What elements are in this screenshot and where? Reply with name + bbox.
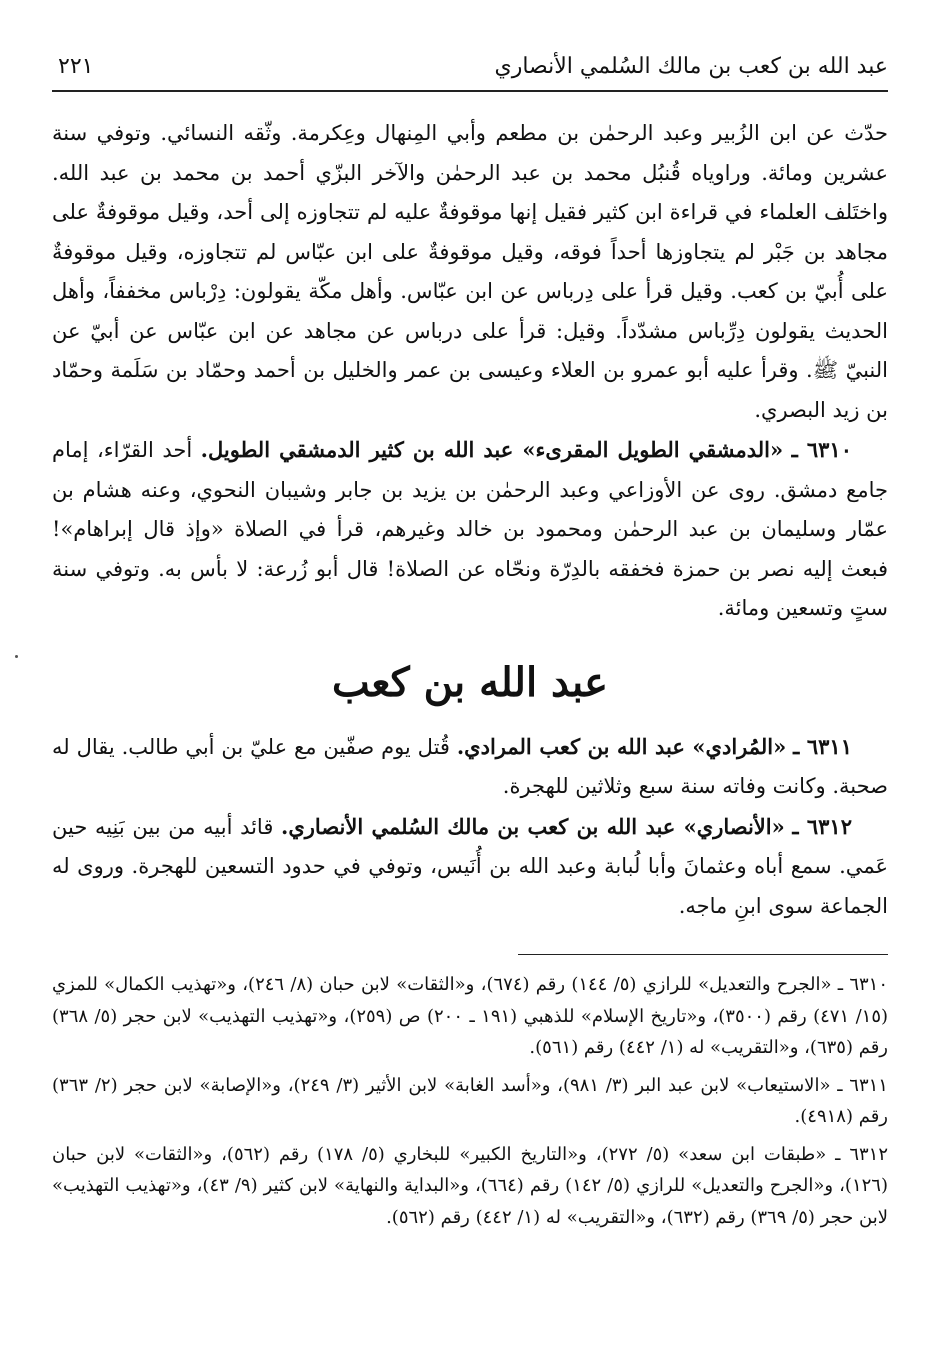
entry-6312 (52, 807, 888, 927)
entry-text: أحد القرّاء، إمام جامع دمشق. روى عن الأوزاعي وعبد الرحمٰن بن يزيد بن جابر وشيبان النحوي، وعنه هشام بن عمّار وسليمان بن عبد الرحمٰن ومحمود بن خالد وغيرهم، قرأ في الصلاة «وإذ قال إبراهام»! فبعث إليه نصر بن حمزة فخفقه بالدِرّة ونحّاه عن الصلاة! قال أبو زُرعة: لا بأس به. وتوفي سنة ستٍ وتسعين ومائة. (52, 438, 888, 620)
entry-text: قُتل يوم صفّين مع عليّ بن أبي طالب. يقال له صحبة. وكانت وفاته سنة سبع وثلاثين للهجرة. (52, 734, 888, 798)
footnote-6310 (52, 969, 888, 1064)
running-title: عبد الله بن كعب بن مالك السُلمي الأنصاري (494, 54, 888, 79)
footnote-number: ٦٣١١ ـ (837, 1074, 888, 1096)
entry-6310 (52, 430, 888, 629)
entry-number: ٦٣١٠ ـ (791, 437, 852, 462)
running-header (52, 50, 888, 92)
scan-speck (15, 655, 18, 658)
footnotes (52, 969, 888, 1233)
footnote-6311 (52, 1070, 888, 1133)
entry-number: ٦٣١٢ ـ (792, 813, 852, 839)
entry-heading: «الدمشقي الطويل المقرىء» عبد الله بن كثير الدمشقي الطويل. (200, 437, 784, 462)
page-number: ٢٢١ (58, 54, 94, 79)
entry-number: ٦٣١١ ـ (793, 733, 852, 759)
entry-heading: «الأنصاري» عبد الله بن كعب بن مالك السُلمي الأنصاري. (281, 813, 785, 839)
footnote-divider (518, 954, 888, 955)
footnote-number: ٦٣١٠ ـ (837, 974, 888, 995)
main-text (52, 114, 888, 926)
footnote-text: «الاستيعاب» لابن عبد البر (٣/ ٩٨١)، و«أسد الغابة» لابن الأثير (٣/ ٢٤٩)، و«الإصابة» لابن حجر (٢/ ٣٦٣) رقم (٤٩١٨). (52, 1074, 888, 1127)
footnote-text: «طبقات ابن سعد» (٥/ ٢٧٢)، و«التاريخ الكبير» للبخاري (٥/ ١٧٨) رقم (٥٦٢)، و«الثقات» لابن حبان (١٢٦)، و«الجرح والتعديل» للرازي (٥/ ١٤٢) رقم (٦٦٤)، و«البداية والنهاية» لابن كثير (٩/ ٤٣)، و«تهذيب التهذيب» لابن حجر (٥/ ٣٦٩) رقم (٦٣٢)، و«التقريب» له (١/ ٤٤٢) رقم (٥٦٢). (52, 1143, 889, 1228)
footnote-number: ٦٣١٢ ـ (835, 1143, 888, 1165)
book-page (52, 50, 888, 1239)
intro-paragraph: حدّث عن ابن الزُبير وعبد الرحمٰن بن مطعم وأبي المِنهال وعِكرمة. وثّقه النسائي. وتوفي سنة عشرين ومائة. وراوياه قُنبُل محمد بن عبد الرحمٰن والآخر البزّي أحمد بن محمد بن عبد الله. واختَلف العلماء في قراءة ابن كثير فقيل إنها موقوفةٌ عليه لم تتجاوزه إلى أحد، وقيل موقوفةٌ على مجاهد بن جَبْر لم يتجاوزها أحداً فوقه، وقيل موقوفةٌ على ابن عبّاس لم تتجاوزه، وقيل موقوفةٌ على أُبيّ بن كعب. وقيل قرأ على دِرباس عن ابن عبّاس. وأهل مكّة يقولون: دِرْباس مخففاً، وأهل الحديث يقولون دِرِّباس مشدّداً. وقيل: قرأ على درباس عن مجاهد عن ابن عبّاس عن أبيّ عن النبيّ ﷺ. وقرأ عليه أبو عمرو بن العلاء وعيسى بن عمر والخليل بن أحمد وحمّاد بن سَلَمة وحمّاد بن زيد البصري. (52, 121, 888, 422)
entry-heading: «المُرادي» عبد الله بن كعب المرادي. (456, 733, 787, 759)
footnote-text: «الجرح والتعديل» للرازي (٥/ ١٤٤) رقم (٦٧٤)، و«الثقات» لابن حبان (٨/ ٢٤٦)، و«تهذيب الكمال» للمزي (١٥/ ٤٧١) رقم (٣٥٠٠)، و«تاريخ الإسلام» للذهبي (١٩١ ـ ٢٠٠) ص (٢٥٩)، و«تهذيب التهذيب» لابن حجر (٥/ ٣٦٨) رقم (٦٣٥)، و«التقريب» له (١/ ٤٤٢) رقم (٥٦١). (52, 974, 889, 1058)
entry-6311 (52, 727, 888, 807)
entry-text: قائد أبيه من بين بَنِيه حين عَمي. سمع أباه وعثمانَ وأبا لُبابة وعبد الله بن أُنَيس، وتوفي في حدود التسعين للهجرة. وروى له الجماعة سوى ابنِ ماجه. (52, 814, 888, 918)
section-heading: عبد الله بن كعب (332, 658, 608, 706)
footnote-6312 (52, 1139, 888, 1234)
